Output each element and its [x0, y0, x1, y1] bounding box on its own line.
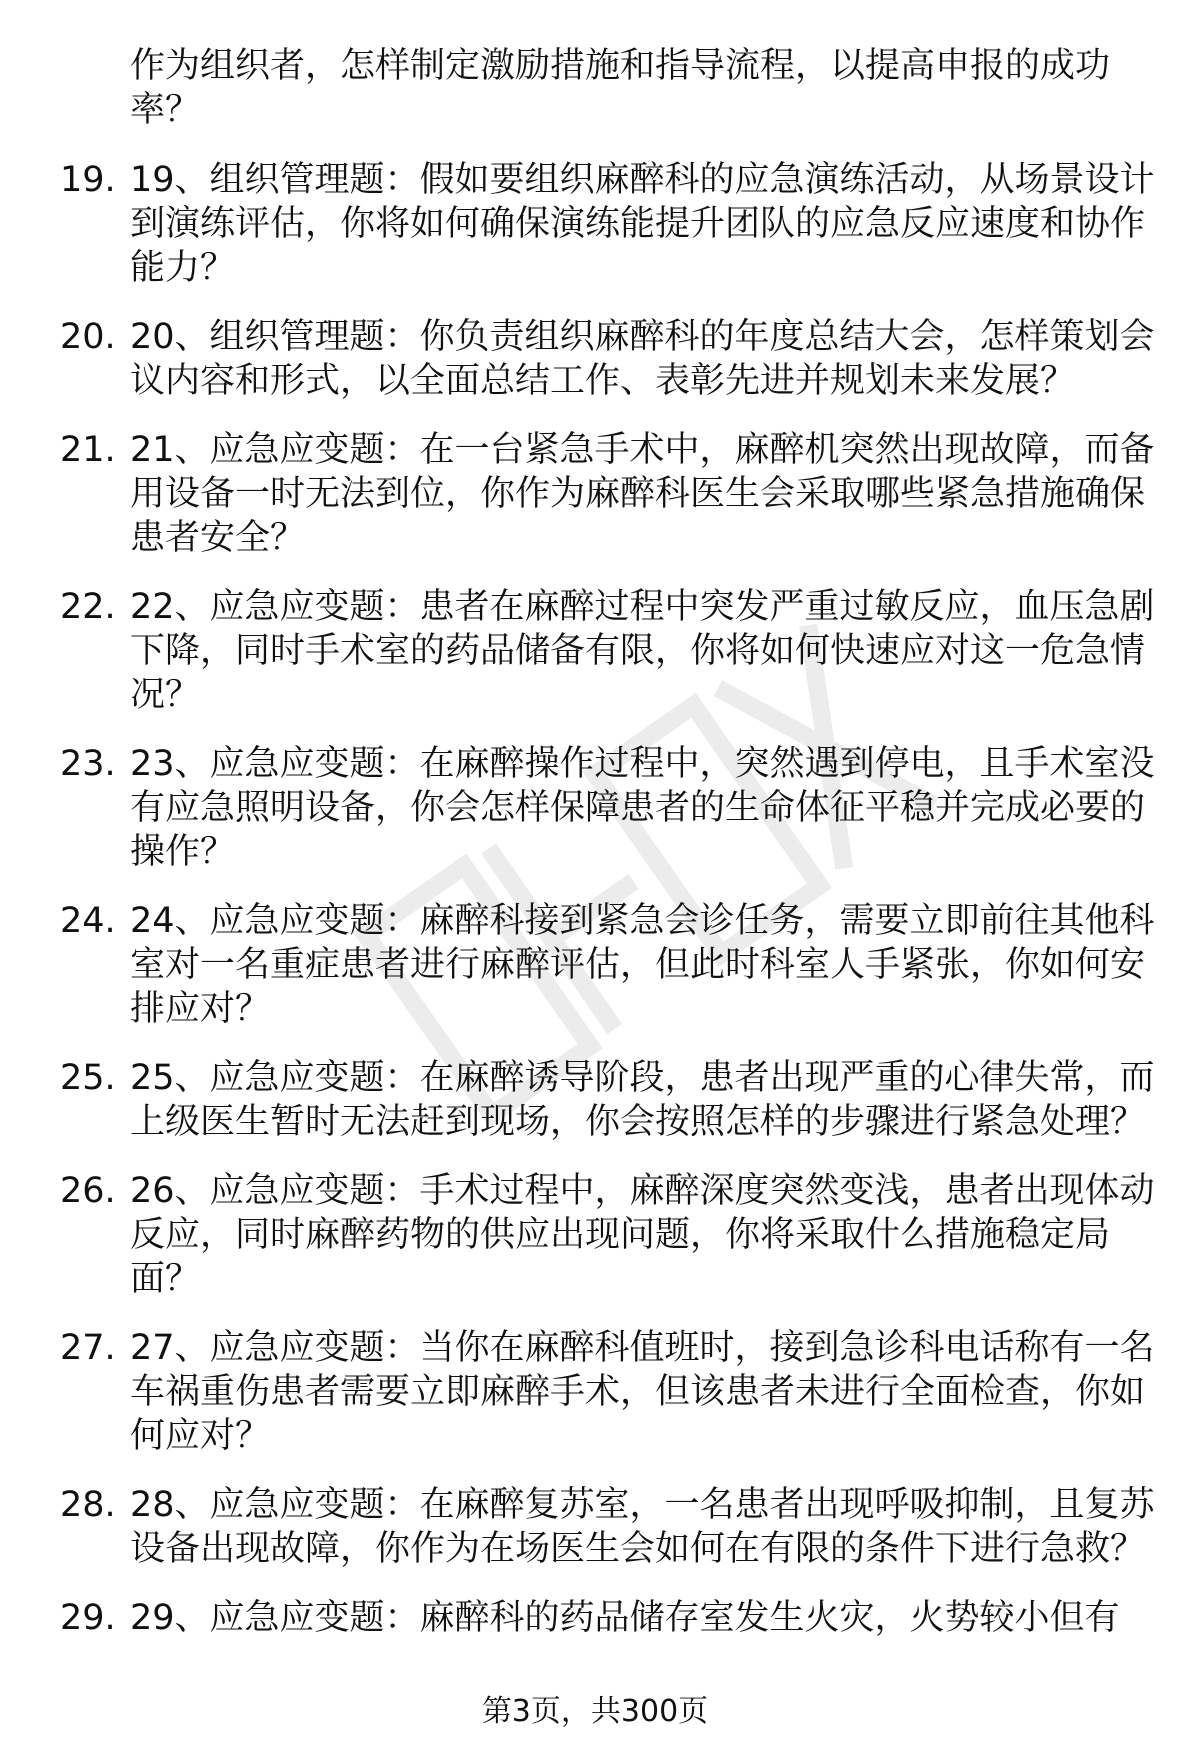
item-number: 21. [60, 430, 116, 470]
list-item [60, 1326, 1160, 1458]
item-text: 21、应急应变题：在一台紧急手术中，麻醉机突然出现故障，而备用设备一时无法到位，你作为麻醉科医生会采取哪些紧急措施确保患者安全？ [130, 430, 1155, 558]
list-item [60, 315, 1160, 403]
item-number: 19. [60, 160, 116, 200]
item-number: 26. [60, 1171, 116, 1211]
item-number: 22. [60, 587, 116, 627]
item-text: 23、应急应变题：在麻醉操作过程中，突然遇到停电，且手术室没有应急照明设备，你会怎样保障患者的生命体征平稳并完成必要的操作？ [130, 744, 1155, 872]
list-item [60, 158, 1160, 290]
item-text: 20、组织管理题：你负责组织麻醉科的年度总结大会，怎样策划会议内容和形式，以全面总结工作、表彰先进并规划未来发展？ [130, 317, 1155, 401]
list-item [60, 1596, 1160, 1640]
list-item [60, 428, 1160, 560]
item-number: 28. [60, 1485, 116, 1525]
list-item [60, 742, 1160, 874]
list-item [60, 1169, 1160, 1301]
list-item [60, 1056, 1160, 1144]
item-text: 19、组织管理题：假如要组织麻醉科的应急演练活动，从场景设计到演练评估，你将如何确保演练能提升团队的应急反应速度和协作能力？ [130, 160, 1155, 288]
list-item [60, 585, 1160, 717]
previous-item-continuation: 作为组织者，怎样制定激励措施和指导流程，以提高申报的成功率？ [130, 46, 1111, 130]
list-item [60, 899, 1160, 1031]
item-number: 29. [60, 1598, 116, 1638]
item-text: 24、应急应变题：麻醉科接到紧急会诊任务，需要立即前往其他科室对一名重症患者进行麻醉评估，但此时科室人手紧张，你如何安排应对？ [130, 901, 1155, 1029]
item-text: 25、应急应变题：在麻醉诱导阶段，患者出现严重的心律失常，而上级医生暂时无法赶到现场，你会按照怎样的步骤进行紧急处理？ [130, 1058, 1155, 1142]
item-text: 22、应急应变题：患者在麻醉过程中突发严重过敏反应，血压急剧下降，同时手术室的药品储备有限，你将如何快速应对这一危急情况？ [130, 587, 1155, 715]
item-text: 29、应急应变题：麻醉科的药品储存室发生火灾，火势较小但有 [130, 1598, 1120, 1638]
list-item [60, 1483, 1160, 1571]
item-number: 20. [60, 317, 116, 357]
page-footer: 第3页，共300页 [481, 1694, 709, 1729]
question-list [60, 44, 1160, 1665]
item-number: 25. [60, 1058, 116, 1098]
item-number: 24. [60, 901, 116, 941]
item-text: 26、应急应变题：手术过程中，麻醉深度突然变浅，患者出现体动反应，同时麻醉药物的供应出现问题，你将采取什么措施稳定局面？ [130, 1171, 1155, 1299]
item-number: 23. [60, 744, 116, 784]
item-text: 28、应急应变题：在麻醉复苏室，一名患者出现呼吸抑制，且复苏设备出现故障，你作为在场医生会如何在有限的条件下进行急救？ [130, 1485, 1155, 1569]
item-number: 27. [60, 1328, 116, 1368]
item-text: 27、应急应变题：当你在麻醉科值班时，接到急诊科电话称有一名车祸重伤患者需要立即麻醉手术，但该患者未进行全面检查，你如何应对？ [130, 1328, 1155, 1456]
